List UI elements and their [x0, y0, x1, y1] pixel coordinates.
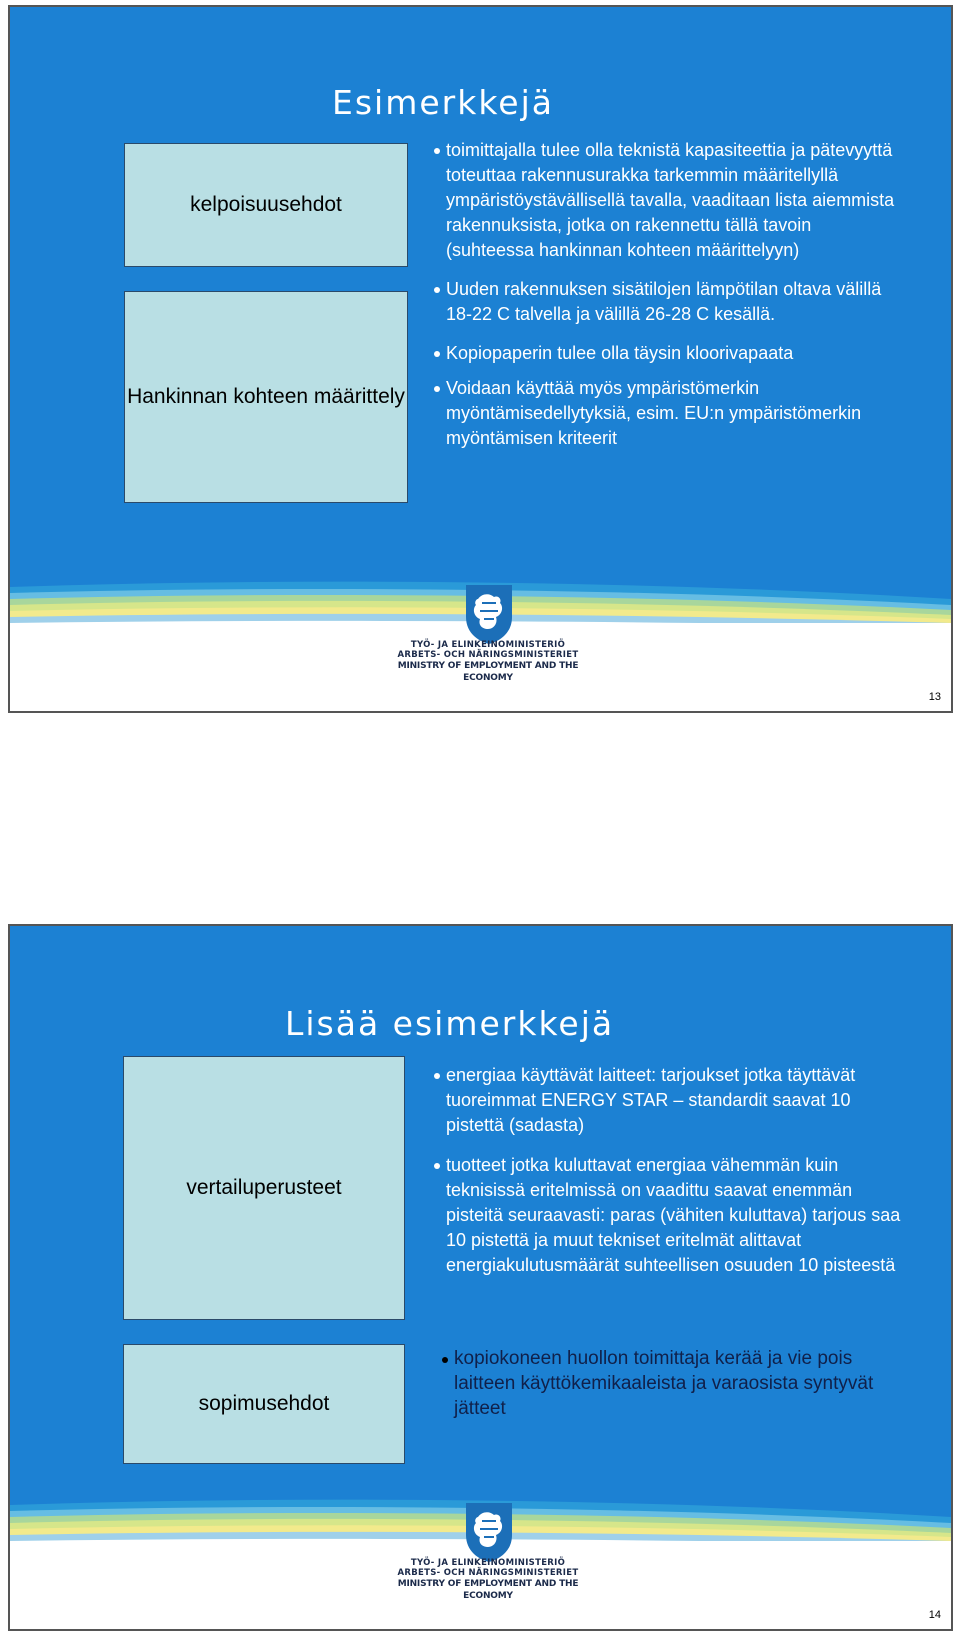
- label-box-vertailuperusteet: [123, 1056, 405, 1320]
- bullet-item: energiaa käyttävät laitteet: tarjoukset jotka täyttävät tuoreimmat ENERGY STAR – standardit saavat 10 pistettä (sadasta): [434, 1063, 904, 1138]
- bullet-item: kopiokoneen huollon toimittaja kerää ja vie pois laitteen käyttökemikaaleista ja varaosista syntyvät jätteet: [442, 1346, 902, 1421]
- bullet-item: Kopiopaperin tulee olla täysin kloorivapaata: [434, 341, 900, 366]
- lion-crest-icon: [460, 581, 518, 645]
- ministry-name-en: MINISTRY OF EMPLOYMENT AND THE ECONOMY: [397, 661, 579, 683]
- slide-title: Lisää esimerkkejä: [285, 1004, 615, 1043]
- label-box-sopimusehdot: [123, 1344, 405, 1464]
- ministry-name-fi: TYÖ- JA ELINKEINOMINISTERIÖ: [410, 1558, 566, 1568]
- ministry-name-sv: ARBETS- OCH NÄRINGSMINISTERIET: [397, 650, 579, 660]
- page-number: 14: [928, 1609, 941, 1621]
- bullet-item: Uuden rakennuksen sisätilojen lämpötilan oltava välillä 18-22 C talvella ja välillä 26-28 C kesällä.: [434, 277, 900, 327]
- ministry-name-sv: ARBETS- OCH NÄRINGSMINISTERIET: [397, 1568, 579, 1578]
- bullet-list-contract: [442, 1346, 902, 1431]
- ministry-logo-text: [378, 640, 598, 684]
- bullet-list: [434, 138, 900, 461]
- label-text: sopimusehdot: [198, 1392, 330, 1415]
- slide-13: [8, 5, 953, 713]
- label-box-kelpoisuusehdot: [124, 143, 408, 267]
- label-text: vertailuperusteet: [186, 1176, 342, 1199]
- bullet-item: toimittajalla tulee olla teknistä kapasiteettia ja pätevyyttä toteuttaa rakennusurakka tarkemmin määritellyllä ympäristöystävällisellä tavalla, vaaditaan lista aiemmista rakennuksista, jotka on rakennettu tällä tavoin (suhteessa hankinnan kohteen määrittelyyn): [434, 138, 900, 263]
- ministry-logo-text: [378, 1558, 598, 1602]
- slide-title: Esimerkkejä: [332, 83, 554, 122]
- slide-14: [8, 924, 953, 1631]
- bullet-item: Voidaan käyttää myös ympäristömerkin myöntämisedellytyksiä, esim. EU:n ympäristömerkin myöntämisen kriteerit: [434, 376, 900, 451]
- ministry-name-fi: TYÖ- JA ELINKEINOMINISTERIÖ: [410, 640, 566, 650]
- label-text: kelpoisuusehdot: [190, 193, 342, 216]
- bullet-list: [434, 1063, 904, 1288]
- label-text: Hankinnan kohteen määrittely: [127, 385, 405, 408]
- ministry-name-en: MINISTRY OF EMPLOYMENT AND THE ECONOMY: [397, 1579, 579, 1601]
- bullet-item: tuotteet jotka kuluttavat energiaa vähemmän kuin teknisissä eritelmissä on vaadittu saavat enemmän pisteitä seuraavasti: paras (vähiten kuluttava) tarjous saa 10 pistettä ja muut tekniset eritelmät alittavat energiakulutusmäärät suhteellisen osuuden 10 pisteestä: [434, 1153, 904, 1278]
- page-number: 13: [928, 691, 941, 703]
- label-box-hankinnan-kohteen-maarittely: [124, 291, 408, 503]
- lion-crest-icon: [460, 1499, 518, 1563]
